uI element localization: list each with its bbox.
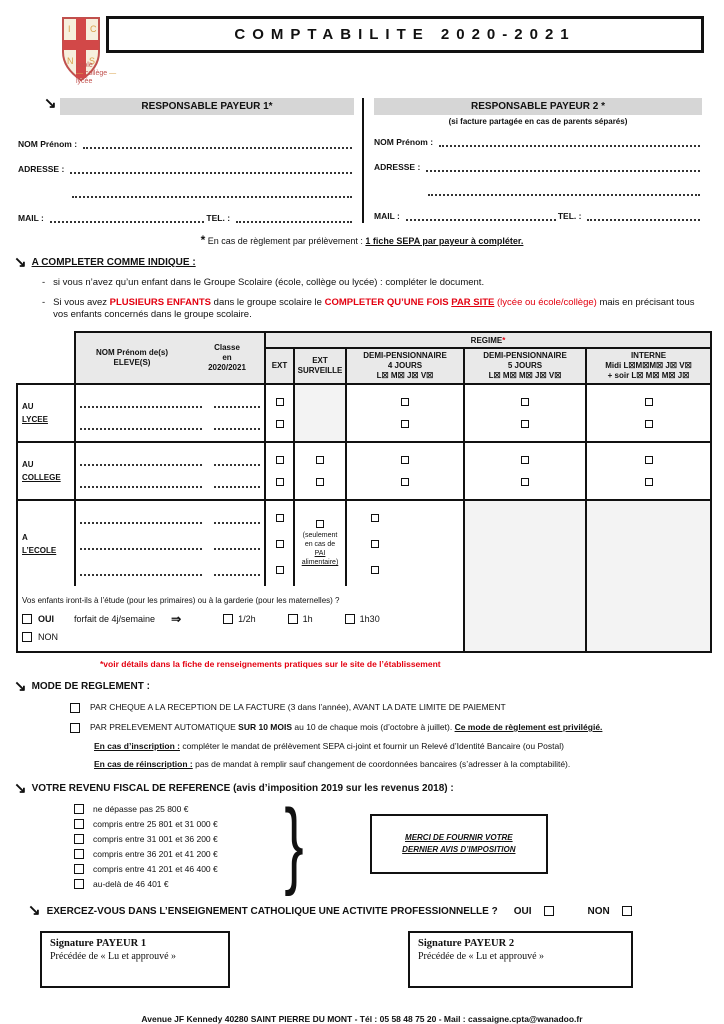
tel-label: TEL. :: [206, 213, 231, 223]
adresse-label: ADRESSE :: [18, 164, 65, 174]
instructions-heading: A COMPLETER COMME INDIQUE :: [31, 257, 196, 268]
signature1-subtitle: Précédée de « Lu et approuvé »: [50, 951, 177, 962]
reglement-option-prelevement: PAR PRELEVEMENT AUTOMATIQUE SUR 10 MOIS au 10 de chaque mois (d’octobre à juillet). Ce mode de règlement est privilégié.: [70, 722, 710, 733]
checkbox-paiement-cheque[interactable]: [70, 703, 80, 713]
checkbox-revenu-3[interactable]: [74, 834, 84, 844]
payer1-tel-field[interactable]: [236, 214, 352, 223]
checkbox-ecole-dp4-1[interactable]: [371, 514, 379, 522]
college-classe-field-2[interactable]: [214, 480, 260, 488]
logo-caption: [76, 62, 116, 86]
checkbox-college-exts-1[interactable]: [316, 456, 324, 464]
payer2-adresse-field2[interactable]: [428, 187, 700, 196]
checkbox-revenu-6[interactable]: [74, 879, 84, 889]
col-header-demi-pensionnaire-4j: DEMI-PENSIONNAIRE 4 JOURS L☒ M☒ J☒ V☒: [346, 348, 464, 384]
col-header-regime: REGIME*: [265, 332, 711, 348]
payer1-nom-row: [18, 139, 354, 149]
checkbox-etude-oui[interactable]: [22, 614, 32, 624]
instruction-item-1: - si vous n’avez qu’un enfant dans le Groupe Scolaire (école, collège ou lycée) : compléter le document.: [42, 277, 485, 288]
mail-label: MAIL :: [18, 213, 44, 223]
checkbox-revenu-4[interactable]: [74, 849, 84, 859]
checkbox-revenu-2[interactable]: [74, 819, 84, 829]
checkbox-college-interne-2[interactable]: [645, 478, 653, 486]
checkbox-ecole-dp4-2[interactable]: [371, 540, 379, 548]
college-nom-field-2[interactable]: [80, 480, 202, 488]
instruction-item-2: - Si vous avez PLUSIEURS ENFANTS dans le groupe scolaire le COMPLETER QU’UNE FOIS PAR SITE (lycée ou école/collège) mais en précisant tous vos enfants concernés dans le groupe scolaire.: [42, 297, 695, 320]
checkbox-college-ext-1[interactable]: [276, 456, 284, 464]
payer2-adresse-row2: [426, 187, 702, 196]
document-title-box: [106, 16, 704, 53]
checkbox-college-ext-2[interactable]: [276, 478, 284, 486]
arrow-icon: ↘: [44, 95, 57, 112]
checkbox-college-dp4-2[interactable]: [401, 478, 409, 486]
instructions-section: [14, 254, 710, 321]
svg-text:N: N: [67, 56, 74, 66]
signature-box-payeur2[interactable]: [408, 931, 633, 988]
col-header-interne: INTERNE Midi L☒M☒M☒ J☒ V☒ + soir L☒ M☒ M☒ J☒: [586, 348, 711, 384]
revenu-option-6: au-delà de 46 401 €: [74, 879, 218, 889]
non-label: NON: [587, 905, 610, 917]
signature-section: [14, 931, 710, 988]
revenu-section: [14, 780, 710, 897]
forfait-label: forfait de 4j/semaine: [74, 613, 156, 624]
non-label: NON: [38, 631, 58, 642]
col-header-demi-pensionnaire-5j: DEMI-PENSIONNAIRE 5 JOURS L☒ M☒ M☒ J☒ V☒: [464, 348, 586, 384]
checkbox-lycee-ext-1[interactable]: [276, 398, 284, 406]
payer2-column: [362, 98, 710, 223]
payer2-tel-field[interactable]: [587, 212, 700, 221]
nom-label: NOM Prénom :: [374, 137, 434, 147]
svg-text:C: C: [90, 24, 97, 34]
col-header-ext: EXT: [265, 348, 294, 384]
table-row-etude-garderie: Vos enfants iront-ils à l’étude (pour les primaires) ou à la garderie (pour les maternelles) ? OUI forfait de 4j/semaine ⇒ 1/2h 1h 1h30 NON: [17, 586, 711, 652]
revenu-option-3: compris entre 31 001 et 36 200 €: [74, 834, 218, 844]
cell-ecole-interne-disabled: [586, 500, 711, 652]
col-header-ext-surveille: EXT SURVEILLE: [294, 348, 346, 384]
row-label-ecole: A L’ECOLE: [17, 500, 75, 586]
ecole-nom-field-2[interactable]: [80, 542, 202, 550]
table-row-lycee: [17, 384, 711, 442]
payer1-column: [14, 95, 362, 223]
logo-caption-college: — collège —: [76, 70, 117, 77]
cell-lycee-ext-surveille-disabled: [294, 384, 346, 442]
pai-note: (seulement en cas de PAI alimentaire): [295, 517, 345, 570]
activite-section: [28, 902, 710, 919]
checkbox-ecole-ext-2[interactable]: [276, 540, 284, 548]
checkbox-activite-non[interactable]: [622, 906, 632, 916]
payer1-nom-field[interactable]: [83, 140, 352, 149]
college-classe-field-1[interactable]: [214, 458, 260, 466]
checkbox-lycee-interne-2[interactable]: [645, 420, 653, 428]
revenu-option-5: compris entre 41 201 et 46 400 €: [74, 864, 218, 874]
checkbox-duree-demi-heure[interactable]: [223, 614, 233, 624]
revenu-heading: VOTRE REVENU FISCAL DE REFERENCE (avis d’imposition 2019 sur les revenus 2018) :: [31, 783, 454, 794]
payer1-adresse-row: [18, 164, 354, 174]
svg-text:I: I: [68, 24, 71, 34]
payer1-adresse-row2: [70, 189, 354, 198]
checkbox-college-dp5-1[interactable]: [521, 456, 529, 464]
checkbox-lycee-dp4-1[interactable]: [401, 398, 409, 406]
document-title: COMPTABILITE 2020-2021: [234, 26, 576, 43]
oui-label: OUI: [38, 613, 55, 624]
revenu-option-4: compris entre 36 201 et 41 200 €: [74, 849, 218, 859]
row-label-lycee: AU LYCEE: [17, 384, 75, 442]
table-row-ecole: [17, 500, 711, 586]
lycee-classe-field-2[interactable]: [214, 422, 260, 430]
college-nom-field-1[interactable]: [80, 458, 202, 466]
note-inscription: En cas d’inscription : compléter le mandat de prélèvement SEPA ci-joint et fournir un Relevé d’Identité Bancaire (ou Postal): [94, 741, 564, 751]
ecole-classe-field-3[interactable]: [214, 568, 260, 576]
right-arrow-icon: ⇒: [171, 611, 182, 626]
payer-section: [14, 95, 710, 223]
checkbox-college-interne-1[interactable]: [645, 456, 653, 464]
checkbox-activite-oui[interactable]: [544, 906, 554, 916]
checkbox-revenu-5[interactable]: [74, 864, 84, 874]
ecole-nom-field-1[interactable]: [80, 516, 202, 524]
checkbox-ecole-ext-1[interactable]: [276, 514, 284, 522]
arrow-icon: ↘: [14, 780, 27, 797]
checkbox-duree-1h30[interactable]: [345, 614, 355, 624]
signature2-title: Signature PAYEUR 2: [418, 938, 515, 949]
checkbox-college-dp4-1[interactable]: [401, 456, 409, 464]
signature-box-payeur1[interactable]: [40, 931, 230, 988]
checkbox-lycee-dp5-2[interactable]: [521, 420, 529, 428]
tel-label: TEL. :: [557, 211, 582, 221]
checkbox-lycee-interne-1[interactable]: [645, 398, 653, 406]
adresse-label: ADRESSE :: [374, 162, 421, 172]
checkbox-revenu-1[interactable]: [74, 804, 84, 814]
payer2-header: RESPONSABLE PAYEUR 2 *: [374, 98, 702, 115]
checkbox-college-dp5-2[interactable]: [521, 478, 529, 486]
payer1-mail-tel-row: [18, 213, 354, 223]
checkbox-paiement-prelevement[interactable]: [70, 723, 80, 733]
payer1-adresse-field[interactable]: [70, 165, 352, 174]
lycee-classe-field-1[interactable]: [214, 400, 260, 408]
row-label-college: AU COLLEGE: [17, 442, 75, 500]
col-header-nom-classe: NOM Prénom de(s) ELEVE(S) Classe en 2020/2021: [75, 332, 265, 384]
ecole-classe-field-2[interactable]: [214, 542, 260, 550]
reglement-heading: MODE DE REGLEMENT :: [31, 681, 150, 692]
nom-label: NOM Prénom :: [18, 139, 78, 149]
checkbox-college-exts-2[interactable]: [316, 478, 324, 486]
avis-imposition-box: MERCI DE FOURNIR VOTRE DERNIER AVIS D’IMPOSITION: [370, 814, 548, 874]
logo-caption-lycee: lycée: [76, 78, 93, 85]
arrow-icon: ↘: [14, 254, 27, 271]
reglement-section: [14, 678, 710, 769]
regime-table: [16, 331, 712, 653]
checkbox-lycee-dp4-2[interactable]: [401, 420, 409, 428]
checkbox-lycee-ext-2[interactable]: [276, 420, 284, 428]
checkbox-duree-1h[interactable]: [288, 614, 298, 624]
payer1-header: RESPONSABLE PAYEUR 1*: [60, 98, 354, 115]
brace-glyph: }: [284, 790, 304, 897]
lycee-nom-field-2[interactable]: [80, 422, 202, 430]
signature2-subtitle: Précédée de « Lu et approuvé »: [418, 951, 545, 962]
footer-address: Avenue JF Kennedy 40280 SAINT PIERRE DU MONT - Tél : 05 58 48 75 20 - Mail : cassaigne.cpta@wanadoo.fr: [141, 1014, 583, 1024]
checkbox-ecole-exts-pai[interactable]: [316, 520, 324, 528]
table-row-college: [17, 442, 711, 500]
payer2-adresse-field[interactable]: [426, 163, 700, 172]
lycee-nom-field-1[interactable]: [80, 400, 202, 408]
note-reinscription: En cas de réinscription : pas de mandat à remplir sauf changement de coordonnées bancaires (s’adresser à la comptabilité).: [94, 759, 571, 769]
arrow-icon: ↘: [14, 678, 27, 695]
logo-caption-ecole: école: [76, 62, 93, 69]
etude-garderie-question: Vos enfants iront-ils à l’étude (pour les primaires) ou à la garderie (pour les maternelles) ?: [22, 595, 340, 605]
payer2-adresse-row: [374, 162, 702, 172]
ecole-nom-field-3[interactable]: [80, 568, 202, 576]
mail-label: MAIL :: [374, 211, 400, 221]
oui-label: OUI: [513, 905, 532, 917]
checkbox-lycee-dp5-1[interactable]: [521, 398, 529, 406]
payer2-nom-row: [374, 137, 702, 147]
sepa-footnote: * En cas de règlement par prélèvement : 1 fiche SEPA par payeur à compléter.: [200, 233, 524, 247]
activite-question: EXERCEZ-VOUS DANS L’ENSEIGNEMENT CATHOLIQUE UNE ACTIVITE PROFESSIONNELLE ?: [46, 905, 498, 917]
ecole-classe-field-1[interactable]: [214, 516, 260, 524]
checkbox-ecole-dp4-3[interactable]: [371, 566, 379, 574]
payer2-mail-tel-row: [374, 211, 702, 221]
payer2-mail-field[interactable]: [406, 212, 556, 221]
header: [14, 16, 710, 94]
signature1-title: Signature PAYEUR 1: [50, 938, 147, 949]
table-red-footnote: *voir détails dans la fiche de renseignements pratiques sur le site de l’établissement: [100, 659, 441, 669]
payer1-mail-field[interactable]: [50, 214, 205, 223]
checkbox-etude-non[interactable]: [22, 632, 32, 642]
revenu-option-1: ne dépasse pas 25 800 €: [74, 804, 218, 814]
payer2-nom-field[interactable]: [439, 138, 700, 147]
svg-text:S: S: [89, 56, 96, 66]
revenu-option-2: compris entre 25 801 et 31 000 €: [74, 819, 218, 829]
arrow-icon: ↘: [28, 902, 41, 919]
reglement-option-cheque: PAR CHEQUE A LA RECEPTION DE LA FACTURE (3 dans l’année), AVANT LA DATE LIMITE DE PAIEMENT: [70, 702, 710, 713]
payer1-adresse-field2[interactable]: [72, 189, 352, 198]
payer2-subtitle: (si facture partagée en cas de parents séparés): [448, 117, 628, 126]
cell-ecole-dp5-disabled: [464, 500, 586, 652]
checkbox-ecole-ext-3[interactable]: [276, 566, 284, 574]
